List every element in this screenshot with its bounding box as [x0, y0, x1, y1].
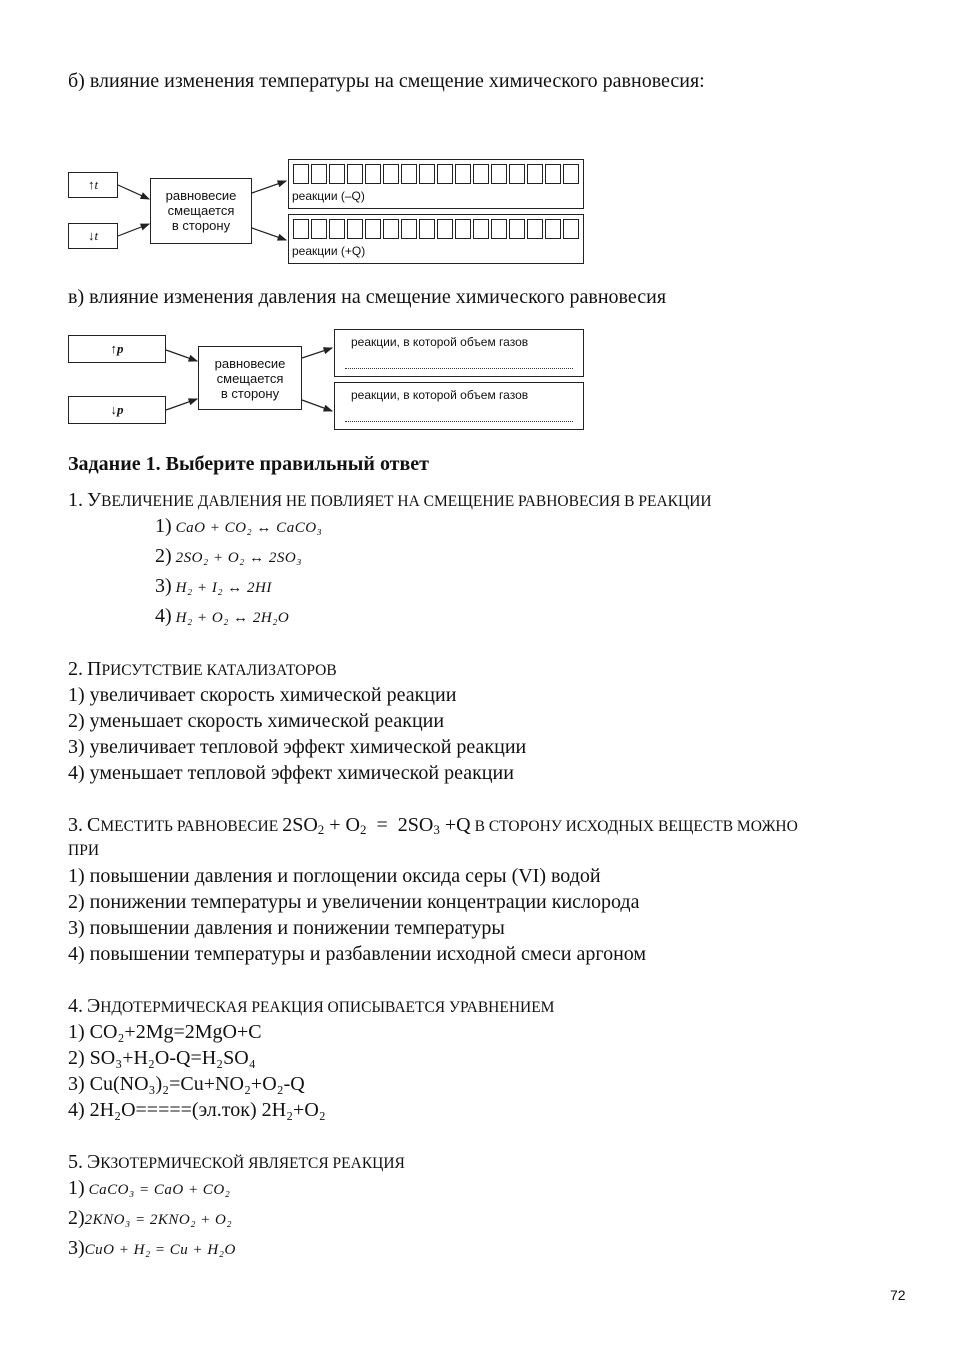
blank-line [345, 421, 573, 422]
question-1 [68, 489, 712, 512]
q1-option-3-equation: H₂ + I₂ ↔ 2HI [175, 580, 272, 596]
q1-text: ВЕЛИЧЕНИЕ ДАВЛЕНИЯ НЕ ПОВЛИЯЕТ НА СМЕЩЕНИЕ РАВНОВЕСИЯ В РЕАКЦИИ [101, 493, 712, 510]
pressure-top-right-label: реакции, в которой объем газов [351, 335, 529, 349]
q3-text-a: МЕСТИТЬ РАВНОВЕСИЕ [100, 818, 279, 835]
pressure-down-box [68, 396, 166, 424]
q5-option-3-equation: CuO + H₂ = Cu + H₂O [84, 1242, 236, 1258]
q1-option-2[interactable] [155, 545, 302, 568]
question-3 [68, 814, 798, 837]
q4-first-letter: Э [87, 995, 101, 1017]
pressure-center-line1: равновесие [214, 356, 286, 371]
answer-cells-top [293, 164, 579, 184]
page-number: 72 [890, 1287, 906, 1303]
q4-option-2[interactable]: 2) SO₃+H₂O-Q=H₂SO₄ [68, 1047, 256, 1069]
task-title: Задание 1. Выберите правильный ответ [68, 453, 430, 475]
q1-option-2-number: 2) [155, 545, 172, 567]
q5-option-1[interactable] [68, 1177, 230, 1200]
q3-number: 3. [68, 814, 83, 836]
q3-text-c: ПРИ [68, 842, 100, 859]
q5-option-1-number: 1) [68, 1177, 85, 1199]
q3-equation: $2SO_2 + O_2 = 2SO_3 +Q$ [282, 814, 471, 837]
temp-top-right-label: реакции (–Q) [292, 189, 365, 203]
q3-option-1[interactable]: 1) повышении давления и поглощении оксида серы (VI) водой [68, 865, 601, 887]
q1-option-3[interactable] [155, 575, 272, 598]
q1-option-4-number: 4) [155, 605, 172, 627]
q1-option-4-equation: H₂ + O₂ ↔ 2H₂O [175, 610, 290, 626]
pressure-top-right-box [334, 329, 584, 377]
q3-text-b: В СТОРОНУ ИСХОДНЫХ ВЕЩЕСТВ МОЖНО [474, 818, 798, 835]
temp-bottom-right-box [288, 214, 584, 264]
temp-up-box [68, 172, 118, 198]
q1-first-letter: У [87, 489, 102, 511]
q4-option-3[interactable]: 3) Cu(NO₃)₂=Cu+NO₂+O₂-Q [68, 1073, 305, 1095]
q5-option-2[interactable] [68, 1207, 232, 1230]
temp-up-label: ↑t [87, 177, 99, 192]
q2-option-1[interactable]: 1) увеличивает скорость химической реакции [68, 684, 457, 706]
temp-bottom-right-label: реакции (+Q) [292, 244, 366, 258]
temp-center-box [150, 178, 252, 244]
temp-center-line2: смещается [167, 203, 235, 218]
temp-top-right-box [288, 159, 584, 209]
question-4 [68, 995, 554, 1018]
q2-first-letter: П [87, 658, 102, 680]
q2-number: 2. [68, 658, 83, 680]
q5-option-1-equation: CaCO₃ = CaO + CO₂ [88, 1182, 231, 1198]
pressure-center-box [198, 346, 302, 410]
q5-option-3[interactable] [68, 1237, 236, 1260]
section-b-heading: б) влияние изменения температуры на смещение химического равновесия: [68, 70, 705, 92]
pressure-down-label: ↓p [110, 402, 124, 417]
pressure-up-label: ↑p [110, 341, 124, 356]
section-v-heading: в) влияние изменения давления на смещение химического равновесия [68, 286, 667, 308]
temp-center-line3: в сторону [171, 218, 231, 233]
q1-option-1-equation: CaO + CO₂ ↔ CaCO₃ [175, 520, 323, 536]
q5-option-2-number: 2) [68, 1207, 85, 1229]
q1-option-4[interactable] [155, 605, 289, 628]
q2-text: РИСУТСТВИЕ КАТАЛИЗАТОРОВ [101, 662, 337, 679]
q3-option-3[interactable]: 3) повышении давления и понижении температуры [68, 917, 505, 939]
temp-down-box [68, 223, 118, 249]
pressure-bottom-right-box [334, 382, 584, 430]
q1-option-1[interactable] [155, 515, 322, 538]
q3-option-4[interactable]: 4) повышении температуры и разбавлении исходной смеси аргоном [68, 943, 647, 965]
q2-option-3[interactable]: 3) увеличивает тепловой эффект химической реакции [68, 736, 527, 758]
pressure-center-line2: смещается [216, 371, 284, 386]
q5-option-2-equation: 2KNO₃ = 2KNO₂ + O₂ [84, 1212, 233, 1228]
q4-text: НДОТЕРМИЧЕСКАЯ РЕАКЦИЯ ОПИСЫВАЕТСЯ УРАВНЕНИЕМ [100, 999, 555, 1016]
q1-option-2-equation: 2SO₂ + O₂ ↔ 2SO₃ [175, 550, 302, 566]
q2-option-4[interactable]: 4) уменьшает тепловой эффект химической реакции [68, 762, 514, 784]
q4-option-4[interactable]: 4) 2H₂O=====(эл.ток) 2H₂+O₂ [68, 1099, 326, 1121]
q5-first-letter: Э [87, 1151, 101, 1173]
q5-option-3-number: 3) [68, 1237, 85, 1259]
q2-option-2[interactable]: 2) уменьшает скорость химической реакции [68, 710, 445, 732]
blank-line [345, 368, 573, 369]
q5-number: 5. [68, 1151, 83, 1173]
q4-option-1[interactable]: 1) CO₂+2Mg=2MgO+C [68, 1021, 262, 1043]
q1-number: 1. [68, 489, 83, 511]
q3-first-letter: С [87, 814, 101, 836]
pressure-up-box [68, 335, 166, 363]
q3-option-2[interactable]: 2) понижении температуры и увеличении концентрации кислорода [68, 891, 640, 913]
temp-down-label: ↓t [87, 228, 99, 243]
q4-number: 4. [68, 995, 83, 1017]
q1-option-3-number: 3) [155, 575, 172, 597]
answer-cells-bottom [293, 219, 579, 239]
temp-center-line1: равновесие [165, 188, 237, 203]
q1-option-1-number: 1) [155, 515, 172, 537]
question-5 [68, 1151, 405, 1174]
pressure-bottom-right-label: реакции, в которой объем газов [351, 388, 529, 402]
pressure-center-line3: в сторону [220, 386, 280, 401]
question-2 [68, 658, 337, 681]
q5-text: КЗОТЕРМИЧЕСКОЙ ЯВЛЯЕТСЯ РЕАКЦИЯ [100, 1155, 405, 1172]
